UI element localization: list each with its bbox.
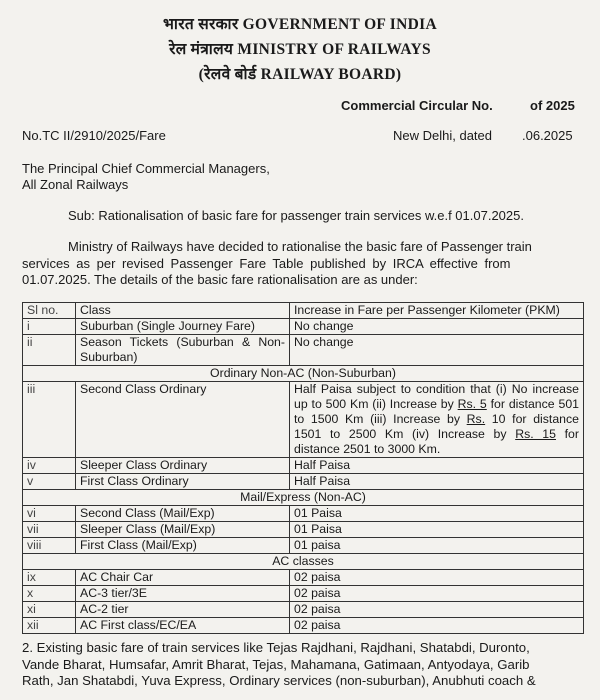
addressee-line1: The Principal Chief Commercial Managers, bbox=[22, 161, 270, 176]
row-sl: xii bbox=[23, 618, 76, 634]
table-row bbox=[23, 474, 584, 490]
row-class: AC-2 tier bbox=[76, 602, 290, 618]
row-class: Second Class (Mail/Exp) bbox=[76, 506, 290, 522]
row-sl: xi bbox=[23, 602, 76, 618]
row-class: First Class (Mail/Exp) bbox=[76, 538, 290, 554]
header-government: भारत सरकार GOVERNMENT OF INDIA bbox=[163, 16, 437, 33]
table-row bbox=[23, 335, 584, 366]
circular-year: of 2025 bbox=[530, 98, 575, 113]
row-increase bbox=[290, 382, 584, 458]
place-dated: New Delhi, dated bbox=[393, 128, 492, 143]
row-sl: ix bbox=[23, 570, 76, 586]
intro-line: Ministry of Railways have decided to rationalise the basic fare of Passenger train bbox=[68, 239, 532, 254]
header-board: (रेलवे बोर्ड RAILWAY BOARD) bbox=[198, 66, 402, 83]
table-row bbox=[23, 538, 584, 554]
circular-date: .06.2025 bbox=[522, 128, 573, 143]
circular-title: Commercial Circular No. bbox=[341, 98, 493, 113]
table-row bbox=[23, 602, 584, 618]
fare-table bbox=[22, 302, 584, 634]
row-class: First Class Ordinary bbox=[76, 474, 290, 490]
table-row bbox=[23, 618, 584, 634]
row-sl: viii bbox=[23, 538, 76, 554]
paragraph-2 bbox=[22, 640, 578, 690]
section-ac-classes: AC classes bbox=[23, 554, 584, 570]
para2-line: Rath, Jan Shatabdi, Yuva Express, Ordinary services (non-suburban), Anubhuti coach & bbox=[22, 673, 536, 688]
header-sl: Sl no. bbox=[23, 303, 76, 319]
header-ministry: रेल मंत्रालय MINISTRY OF RAILWAYS bbox=[169, 41, 431, 58]
row-increase: 01 Paisa bbox=[290, 506, 584, 522]
row-sl: iv bbox=[23, 458, 76, 474]
section-ordinary-non-ac: Ordinary Non-AC (Non-Suburban) bbox=[23, 366, 584, 382]
table-row bbox=[23, 522, 584, 538]
addressee-line2: All Zonal Railways bbox=[22, 177, 129, 192]
row-increase: No change bbox=[290, 319, 584, 335]
row-increase: Half Paisa bbox=[290, 474, 584, 490]
para2-line: 2. Existing basic fare of train services like Tejas Rajdhani, Rajdhani, Shatabdi, Duronto, bbox=[22, 640, 530, 655]
intro-paragraph bbox=[22, 239, 578, 289]
row-increase: Half Paisa bbox=[290, 458, 584, 474]
reference-number: No.TC II/2910/2025/Fare bbox=[22, 128, 166, 143]
row-class: Suburban (Single Journey Fare) bbox=[76, 319, 290, 335]
increase-text: for distance 501 to 1500 Km (iii) Increase by bbox=[294, 397, 579, 426]
header-class: Class bbox=[76, 303, 290, 319]
para2-line: Vande Bharat, Humsafar, Amrit Bharat, Tejas, Mahamana, Gatimaan, Antyodaya, Garib bbox=[22, 656, 530, 672]
row-class: AC First class/EC/EA bbox=[76, 618, 290, 634]
row-class: Sleeper Class (Mail/Exp) bbox=[76, 522, 290, 538]
table-row bbox=[23, 570, 584, 586]
row-increase: 02 paisa bbox=[290, 618, 584, 634]
table-row bbox=[23, 458, 584, 474]
section-row bbox=[23, 554, 584, 570]
subject-line: Sub: Rationalisation of basic fare for passenger train services w.e.f 01.07.2025. bbox=[68, 208, 524, 223]
row-increase: 01 paisa bbox=[290, 538, 584, 554]
increase-amount-10: Rs. bbox=[466, 412, 486, 426]
header-increase: Increase in Fare per Passenger Kilometer (PKM) bbox=[290, 303, 584, 319]
row-class: Season Tickets (Suburban & Non-Suburban) bbox=[76, 335, 290, 366]
table-row bbox=[23, 319, 584, 335]
row-sl: i bbox=[23, 319, 76, 335]
intro-line: services as per revised Passenger Fare Table published by IRCA effective from bbox=[22, 255, 511, 271]
row-class: AC-3 tier/3E bbox=[76, 586, 290, 602]
table-row bbox=[23, 382, 584, 458]
increase-amount-5: Rs. 5 bbox=[457, 397, 487, 411]
row-class: Second Class Ordinary bbox=[76, 382, 290, 458]
increase-text: Half Paisa subject to condition that (i) No increase up to 500 Km (ii) Increase by bbox=[294, 382, 579, 411]
table-row bbox=[23, 506, 584, 522]
row-increase: 02 paisa bbox=[290, 602, 584, 618]
row-increase: 02 paisa bbox=[290, 586, 584, 602]
section-mail-express: Mail/Express (Non-AC) bbox=[23, 490, 584, 506]
table-header-row bbox=[23, 303, 584, 319]
row-sl: x bbox=[23, 586, 76, 602]
row-sl: iii bbox=[23, 382, 76, 458]
row-sl: v bbox=[23, 474, 76, 490]
row-class: Sleeper Class Ordinary bbox=[76, 458, 290, 474]
row-class: AC Chair Car bbox=[76, 570, 290, 586]
row-sl: vii bbox=[23, 522, 76, 538]
row-increase: 01 Paisa bbox=[290, 522, 584, 538]
increase-amount-15: Rs. 15 bbox=[515, 427, 556, 441]
section-row bbox=[23, 490, 584, 506]
increase-text: for distance 2501 to 3000 Km. bbox=[294, 427, 579, 456]
intro-line: 01.07.2025. The details of the basic fare rationalisation are as under: bbox=[22, 272, 418, 287]
row-increase: 02 paisa bbox=[290, 570, 584, 586]
row-increase: No change bbox=[290, 335, 584, 366]
row-sl: vi bbox=[23, 506, 76, 522]
section-row bbox=[23, 366, 584, 382]
increase-text: 10 for distance 1501 to 2500 Km (iv) Increase by bbox=[294, 412, 579, 441]
row-sl: ii bbox=[23, 335, 76, 366]
table-row bbox=[23, 586, 584, 602]
